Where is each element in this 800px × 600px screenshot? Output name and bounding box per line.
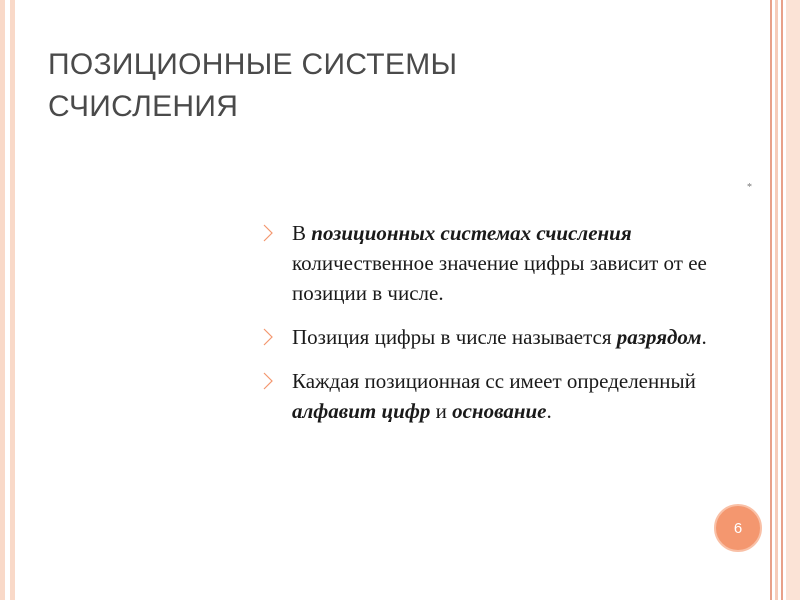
bullet-text: . <box>546 399 552 423</box>
bullet-item <box>262 322 772 352</box>
right-border-line <box>781 0 783 600</box>
bullet-text: Позиция цифры в числе называется <box>292 325 617 349</box>
bullet-arrow-icon <box>262 221 276 245</box>
bullet-text: Каждая позиционная сс имеет определенный <box>292 369 696 393</box>
bullet-text: и <box>430 399 453 423</box>
bullet-item <box>262 218 772 308</box>
right-border-stripe <box>786 0 800 600</box>
page-number-badge: 6 <box>714 504 762 552</box>
bullet-emphasis: разрядом <box>616 325 702 349</box>
bullet-emphasis: алфавит цифр <box>292 399 431 423</box>
slide-title-line: ПОЗИЦИОННЫЕ СИСТЕМЫ <box>48 48 458 81</box>
bullet-text: . <box>701 325 707 349</box>
bullet-text: количественное значение цифры зависит от ее позиции в числе. <box>292 251 707 305</box>
left-border-stripe <box>0 0 5 600</box>
small-mark: * <box>747 182 752 193</box>
slide-title-line: СЧИСЛЕНИЯ <box>48 90 239 123</box>
bullet-arrow-icon <box>262 369 276 393</box>
bullet-list <box>262 218 772 440</box>
bullet-emphasis: позиционных системах счисления <box>311 221 632 245</box>
bullet-text: В <box>292 221 312 245</box>
bullet-arrow-icon <box>262 325 276 349</box>
slide-title <box>48 44 568 128</box>
bullet-emphasis: основание <box>452 399 547 423</box>
bullet-item <box>262 366 772 426</box>
left-border-stripe <box>10 0 15 600</box>
right-border-line <box>775 0 778 600</box>
